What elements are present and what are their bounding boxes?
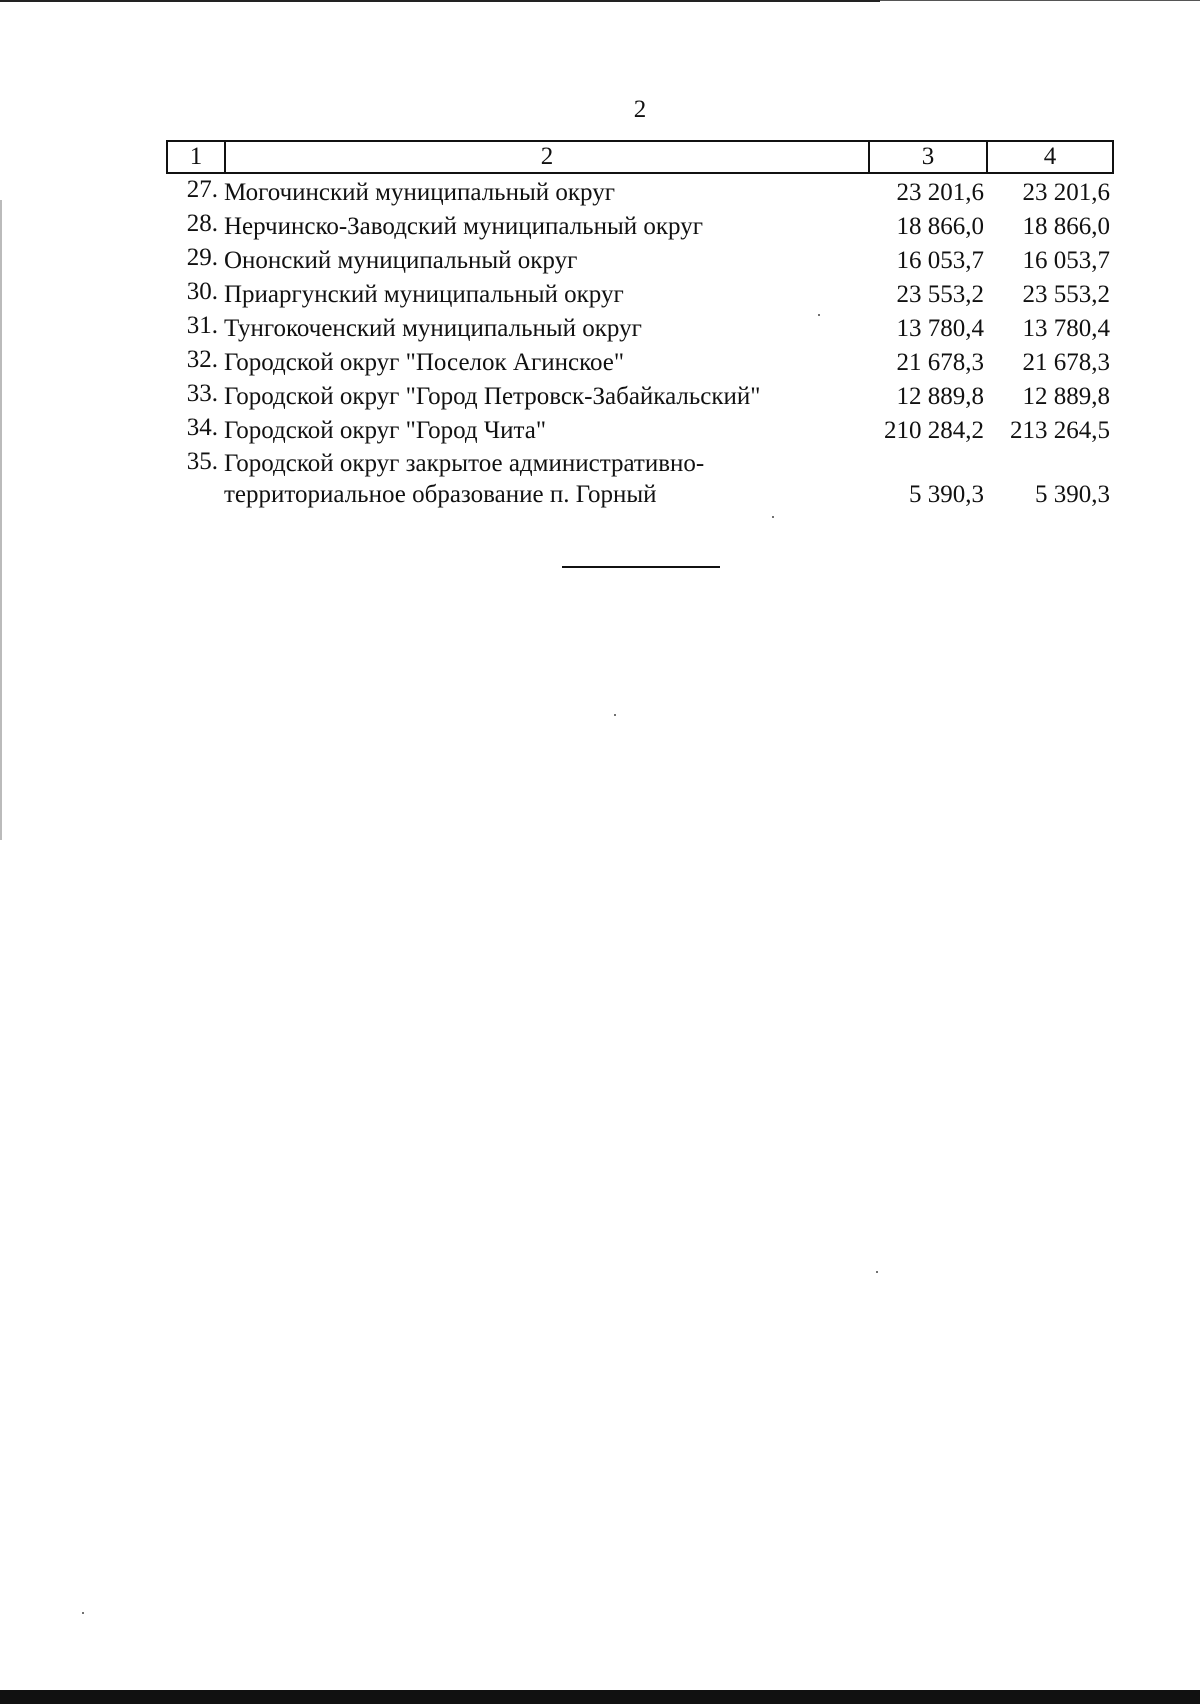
row-value-col4: 213 264,5	[1010, 417, 1110, 444]
table-row	[166, 242, 1114, 276]
row-number: 32.	[186, 346, 218, 373]
row-value-col3: 21 678,3	[896, 349, 984, 376]
row-name: Приаргунский муниципальный округ	[224, 281, 624, 308]
table-header-cell: 1	[168, 142, 226, 172]
end-of-table-rule	[562, 566, 720, 568]
row-value-col3: 23 201,6	[896, 179, 984, 206]
allocation-table	[166, 140, 1114, 510]
scan-speck	[772, 516, 774, 518]
table-row	[166, 344, 1114, 378]
row-name-line-1: Городской округ закрытое административно-	[224, 450, 705, 477]
scan-speck	[876, 1271, 878, 1273]
table-row	[166, 412, 1114, 446]
scan-speck	[614, 714, 616, 716]
scan-speck	[82, 1612, 84, 1614]
row-number: 31.	[186, 312, 218, 339]
row-value-col3: 23 553,2	[896, 281, 984, 308]
row-name: Городской округ "Город Чита"	[224, 417, 547, 444]
table-row	[166, 208, 1114, 242]
row-name: Городской округ "Поселок Агинское"	[224, 349, 625, 376]
row-number: 28.	[186, 210, 218, 237]
row-number: 34.	[186, 414, 218, 441]
row-value-col3: 16 053,7	[896, 247, 984, 274]
table-header-cell: 3	[870, 142, 988, 172]
table-row	[166, 174, 1114, 208]
scan-edge-left	[0, 200, 2, 840]
row-value-col3: 5 390,3	[909, 481, 984, 508]
scan-edge-top	[0, 0, 880, 2]
row-value-col4: 12 889,8	[1022, 383, 1110, 410]
page-number: 2	[633, 96, 647, 123]
row-number: 27.	[186, 176, 218, 203]
scan-speck	[818, 314, 820, 316]
row-name	[224, 448, 868, 510]
row-value-col3: 18 866,0	[896, 213, 984, 240]
table-row	[166, 378, 1114, 412]
row-value-col3: 12 889,8	[896, 383, 984, 410]
scan-edge-top-right	[880, 0, 1200, 1]
table-header-row	[166, 140, 1114, 174]
row-value-col4: 21 678,3	[1022, 349, 1110, 376]
table-header-cell: 4	[1043, 143, 1057, 170]
table-header-cell: 2	[226, 142, 870, 172]
scan-edge-bottom	[0, 1690, 1200, 1704]
row-value-col4: 16 053,7	[1022, 247, 1110, 274]
table-row	[166, 276, 1114, 310]
row-name: Нерчинско-Заводский муниципальный округ	[224, 213, 703, 240]
row-value-col4: 18 866,0	[1022, 213, 1110, 240]
row-value-col4: 23 201,6	[1022, 179, 1110, 206]
row-name: Ононский муниципальный округ	[224, 247, 578, 274]
row-name-line-2: территориальное образование п. Горный	[224, 481, 657, 508]
row-name: Городской округ "Город Петровск-Забайкальский"	[224, 383, 761, 410]
row-value-col3: 210 284,2	[884, 417, 984, 444]
row-number: 29.	[186, 244, 218, 271]
row-number: 33.	[186, 380, 218, 407]
row-value-col4: 5 390,3	[1035, 481, 1110, 508]
table-row	[166, 446, 1114, 510]
row-number: 30.	[186, 278, 218, 305]
row-value-col4: 23 553,2	[1022, 281, 1110, 308]
row-name: Тунгокоченский муниципальный округ	[224, 315, 642, 342]
row-number: 35.	[186, 448, 218, 475]
row-value-col3: 13 780,4	[896, 315, 984, 342]
table-row	[166, 310, 1114, 344]
row-name: Могочинский муниципальный округ	[224, 179, 615, 206]
row-value-col4: 13 780,4	[1022, 315, 1110, 342]
